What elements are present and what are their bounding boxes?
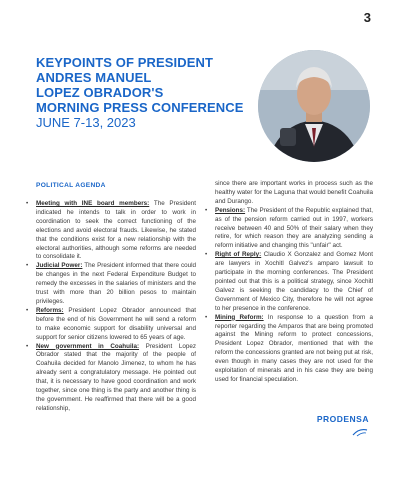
item-text: Claudio X Gonzalez and Gomez Mont are lawyers in Xochitl Galvez's amparo lawsuit to participate in the morning conferences. The President pointed out that this is a political strategy, since Xochitl Galvez is seeking the candidacy to the Chief of Government of Mexico City, therefore he will not agree to her presence in the conference.: [215, 251, 373, 312]
item-title: New government in Coahuila:: [36, 342, 140, 350]
list-item: [203, 251, 373, 313]
item-text: The President of the Republic explained that, as of the pension reform carried out in 1997, workers receive between 40 and 50% of their salary when they retire, for which reason they are analyzing sending a reform initiative and changing this "unfair" act.: [215, 206, 373, 250]
item-text: President Lopez Obrador stated that the majority of the people of Coahuila decided for Manolo Jimenez, to whom he has already sent a congratulatory message. He pointed out that, it is necessary to have good coordination and work together, since one thing is the party and another thing is the government. He reaffirmed that there will be a good relationship,: [36, 342, 196, 412]
page-number: 3: [363, 10, 371, 25]
president-portrait-image: [258, 50, 370, 162]
title-line: LOPEZ OBRADOR'S: [36, 85, 164, 100]
item-text: In response to a question from a reporter regarding the Amparos that are being promoted against the Mining reform to protect concessions, President Lopez Obrador, mentioned that with the reform the concessions granted are not being put at risk, even though in many cases they are not used for the exploitation of minerals and in his case they are being used for financial speculation.: [215, 313, 373, 383]
bullet: •: [26, 342, 29, 350]
item-title: Right of Reply:: [215, 251, 262, 259]
list-item: [203, 314, 373, 385]
right-column: [203, 180, 373, 385]
bullet: •: [26, 262, 29, 270]
title-line: ANDRES MANUEL: [36, 70, 152, 85]
list-item: [24, 343, 196, 414]
title-line: MORNING PRESS CONFERENCE: [36, 100, 244, 115]
list-item: [24, 262, 196, 307]
agenda-list-left: [24, 200, 196, 414]
item-text: The President informed that there could be changes in the next Federal Expenditure Budget to remedy the excesses in the salaries of ministers and the trust with more than 20 billion pesos to maintain privileges.: [36, 262, 196, 305]
item-text: President Lopez Obrador announced that before the end of his Government he will send a reform to make economic support for disability universal and support for senior citizens lowered to 65 years of age.: [36, 306, 196, 341]
item-title: Meeting with INE board members:: [36, 200, 150, 207]
list-item: [203, 207, 373, 252]
list-item: [24, 200, 196, 262]
item-title: Judicial Power:: [36, 262, 83, 270]
bullet: •: [26, 200, 29, 207]
continued-text: since there are important works in process such as the healthy water for the Laguna that would benefit Coahuila and Durango.: [215, 180, 373, 205]
bullet: •: [205, 313, 208, 321]
logo-text: PRODENSA: [316, 414, 369, 424]
list-item: [24, 307, 196, 343]
item-title: Mining Reform:: [215, 313, 264, 321]
title-line: KEYPOINTS OF PRESIDENT: [36, 55, 214, 70]
bullet: •: [26, 306, 29, 314]
item-title: Reforms:: [36, 306, 64, 314]
title-block: [36, 55, 296, 130]
item-title: Pensions:: [215, 206, 246, 214]
left-column: [24, 200, 196, 414]
bullet: •: [205, 251, 208, 259]
logo-swoosh-icon: [313, 427, 369, 437]
prodensa-logo: [313, 414, 369, 436]
president-photo: [258, 50, 370, 162]
bullet: •: [205, 206, 208, 214]
section-heading: POLITICAL AGENDA: [36, 182, 106, 189]
item-text: The President indicated he intends to talk in order to work in coordination to seek the correct functioning of the elections and avoid electoral frauds. Likewise, he stated that the conditions exist for a new relationship with the electoral authorities, although some reforms are needed to consolidate it.: [36, 200, 196, 261]
agenda-list-right: [203, 207, 373, 385]
date-range: JUNE 7-13, 2023: [36, 115, 136, 130]
